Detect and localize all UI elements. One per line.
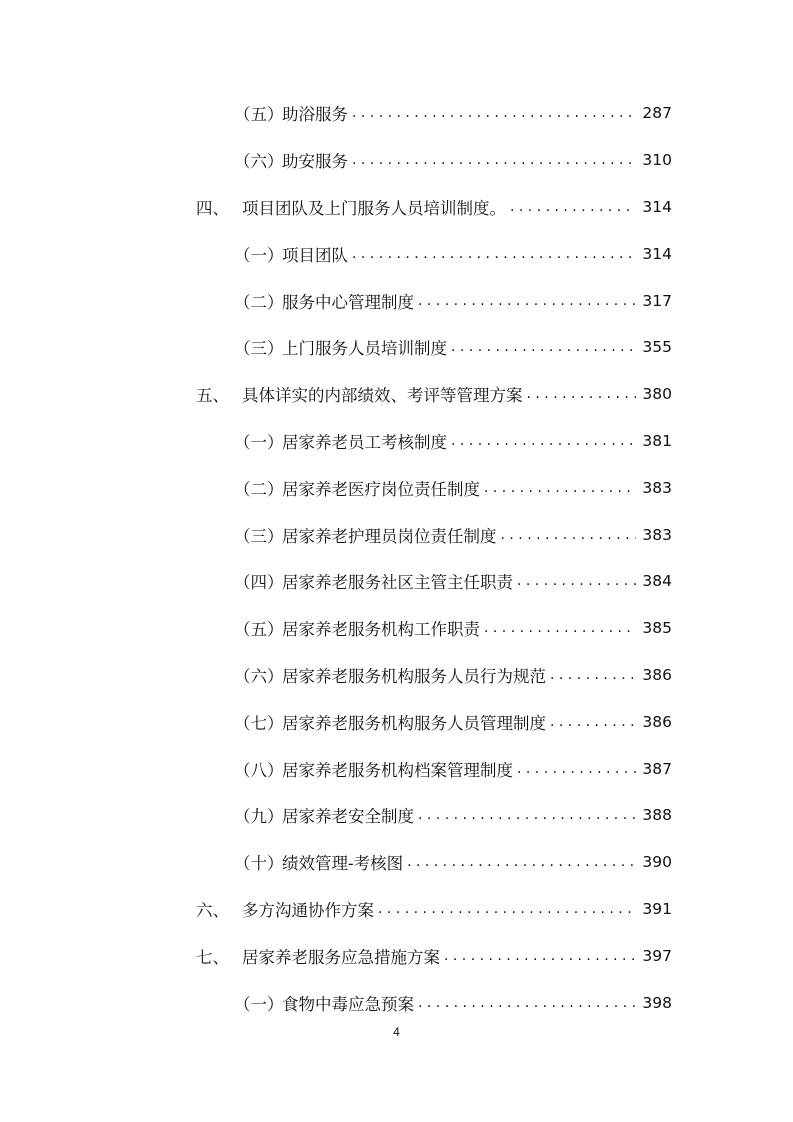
toc-entry-number: 七、 xyxy=(196,947,229,967)
toc-leader-dots xyxy=(484,620,636,636)
toc-entry-number: （十） xyxy=(234,854,284,874)
toc-entry[interactable] xyxy=(0,418,793,465)
toc-entry-page: 314 xyxy=(642,197,672,216)
toc-entry-title: 居家养老护理员岗位责任制度 xyxy=(282,526,497,546)
toc-leader-dots xyxy=(550,714,636,730)
toc-entry-title: 居家养老员工考核制度 xyxy=(282,432,447,452)
toc-entry-number: （六） xyxy=(234,152,284,172)
toc-entry-number: （八） xyxy=(234,760,284,780)
toc-leader-dots xyxy=(407,854,636,870)
toc-entry-page: 310 xyxy=(642,151,672,170)
toc-entry[interactable] xyxy=(0,886,793,933)
toc-entry-page: 397 xyxy=(642,946,672,965)
toc-entry-number: （五） xyxy=(234,620,284,640)
toc-entry-number: （九） xyxy=(234,807,284,827)
toc-entry-number: 五、 xyxy=(196,386,229,406)
toc-entry-page: 383 xyxy=(642,478,672,497)
toc-entry-title: 项目团队 xyxy=(282,245,348,265)
toc-entry-title: 助浴服务 xyxy=(282,105,348,125)
toc-entry-title: 居家养老医疗岗位责任制度 xyxy=(282,479,480,499)
toc-entry-page: 388 xyxy=(642,806,672,825)
toc-entry-number: （四） xyxy=(234,573,284,593)
toc-leader-dots xyxy=(451,339,636,355)
toc-entry[interactable] xyxy=(0,371,793,418)
toc-entry[interactable] xyxy=(0,792,793,839)
toc-entry-title: 居家养老安全制度 xyxy=(282,807,414,827)
toc-entry[interactable] xyxy=(0,558,793,605)
toc-entry-number: （七） xyxy=(234,713,284,733)
toc-leader-dots xyxy=(352,152,636,168)
toc-leader-dots xyxy=(517,573,636,589)
toc-entry-title: 居家养老服务社区主管主任职责 xyxy=(282,573,513,593)
toc-entry[interactable] xyxy=(0,745,793,792)
toc-leader-dots xyxy=(451,433,636,449)
toc-entry-number: （二） xyxy=(234,292,284,312)
toc-entry[interactable] xyxy=(0,230,793,277)
toc-leader-dots xyxy=(352,105,636,121)
table-of-contents xyxy=(0,90,793,1026)
toc-leader-dots xyxy=(444,948,636,964)
toc-entry[interactable] xyxy=(0,464,793,511)
toc-entry-title: 食物中毒应急预案 xyxy=(282,994,414,1014)
toc-entry[interactable] xyxy=(0,137,793,184)
toc-entry-number: 四、 xyxy=(196,198,229,218)
toc-leader-dots xyxy=(550,667,636,683)
toc-entry-title: 服务中心管理制度 xyxy=(282,292,414,312)
toc-entry[interactable] xyxy=(0,932,793,979)
toc-entry-number: （一） xyxy=(234,994,284,1014)
toc-entry-title: 居家养老服务机构服务人员行为规范 xyxy=(282,666,546,686)
toc-entry[interactable] xyxy=(0,839,793,886)
toc-leader-dots xyxy=(418,807,636,823)
toc-leader-dots xyxy=(501,527,637,543)
toc-entry[interactable] xyxy=(0,605,793,652)
toc-entry-title: 上门服务人员培训制度 xyxy=(282,339,447,359)
toc-entry-title: 居家养老服务机构档案管理制度 xyxy=(282,760,513,780)
toc-entry-page: 387 xyxy=(642,759,672,778)
toc-leader-dots xyxy=(352,246,636,262)
toc-leader-dots xyxy=(378,901,636,917)
toc-entry-number: （三） xyxy=(234,339,284,359)
toc-entry[interactable] xyxy=(0,184,793,231)
toc-leader-dots xyxy=(418,293,636,309)
toc-entry-number: （三） xyxy=(234,526,284,546)
toc-leader-dots xyxy=(517,761,636,777)
toc-entry-title: 居家养老服务应急措施方案 xyxy=(242,947,440,967)
toc-leader-dots xyxy=(418,995,636,1011)
toc-entry-title: 多方沟通协作方案 xyxy=(242,900,374,920)
toc-entry-page: 385 xyxy=(642,619,672,638)
toc-leader-dots xyxy=(510,199,636,215)
page-number: 4 xyxy=(393,1025,400,1039)
toc-entry-page: 398 xyxy=(642,993,672,1012)
toc-entry-title: 居家养老服务机构服务人员管理制度 xyxy=(282,713,546,733)
toc-entry-page: 355 xyxy=(642,338,672,357)
toc-entry-title: 绩效管理-考核图 xyxy=(282,854,404,874)
toc-entry-page: 391 xyxy=(642,899,672,918)
toc-entry-page: 384 xyxy=(642,572,672,591)
toc-entry[interactable] xyxy=(0,277,793,324)
toc-entry-page: 381 xyxy=(642,431,672,450)
toc-entry-number: （一） xyxy=(234,432,284,452)
toc-entry-title: 助安服务 xyxy=(282,152,348,172)
toc-entry-number: 六、 xyxy=(196,900,229,920)
toc-entry[interactable] xyxy=(0,652,793,699)
toc-entry-number: （五） xyxy=(234,105,284,125)
toc-entry-page: 317 xyxy=(642,291,672,310)
toc-entry-page: 287 xyxy=(642,104,672,123)
toc-entry-number: （二） xyxy=(234,479,284,499)
toc-entry-page: 380 xyxy=(642,385,672,404)
toc-entry[interactable] xyxy=(0,324,793,371)
toc-entry[interactable] xyxy=(0,698,793,745)
toc-entry-page: 383 xyxy=(642,525,672,544)
toc-entry-page: 390 xyxy=(642,853,672,872)
toc-entry-page: 386 xyxy=(642,712,672,731)
toc-entry[interactable] xyxy=(0,90,793,137)
toc-entry[interactable] xyxy=(0,511,793,558)
toc-entry-title: 居家养老服务机构工作职责 xyxy=(282,620,480,640)
toc-entry-page: 386 xyxy=(642,665,672,684)
toc-leader-dots xyxy=(484,480,636,496)
toc-entry-title: 项目团队及上门服务人员培训制度。 xyxy=(242,198,506,218)
toc-entry[interactable] xyxy=(0,979,793,1026)
toc-entry-title: 具体详实的内部绩效、考评等管理方案 xyxy=(242,386,523,406)
toc-leader-dots xyxy=(527,386,637,402)
toc-entry-page: 314 xyxy=(642,244,672,263)
toc-entry-number: （六） xyxy=(234,666,284,686)
toc-entry-number: （一） xyxy=(234,245,284,265)
